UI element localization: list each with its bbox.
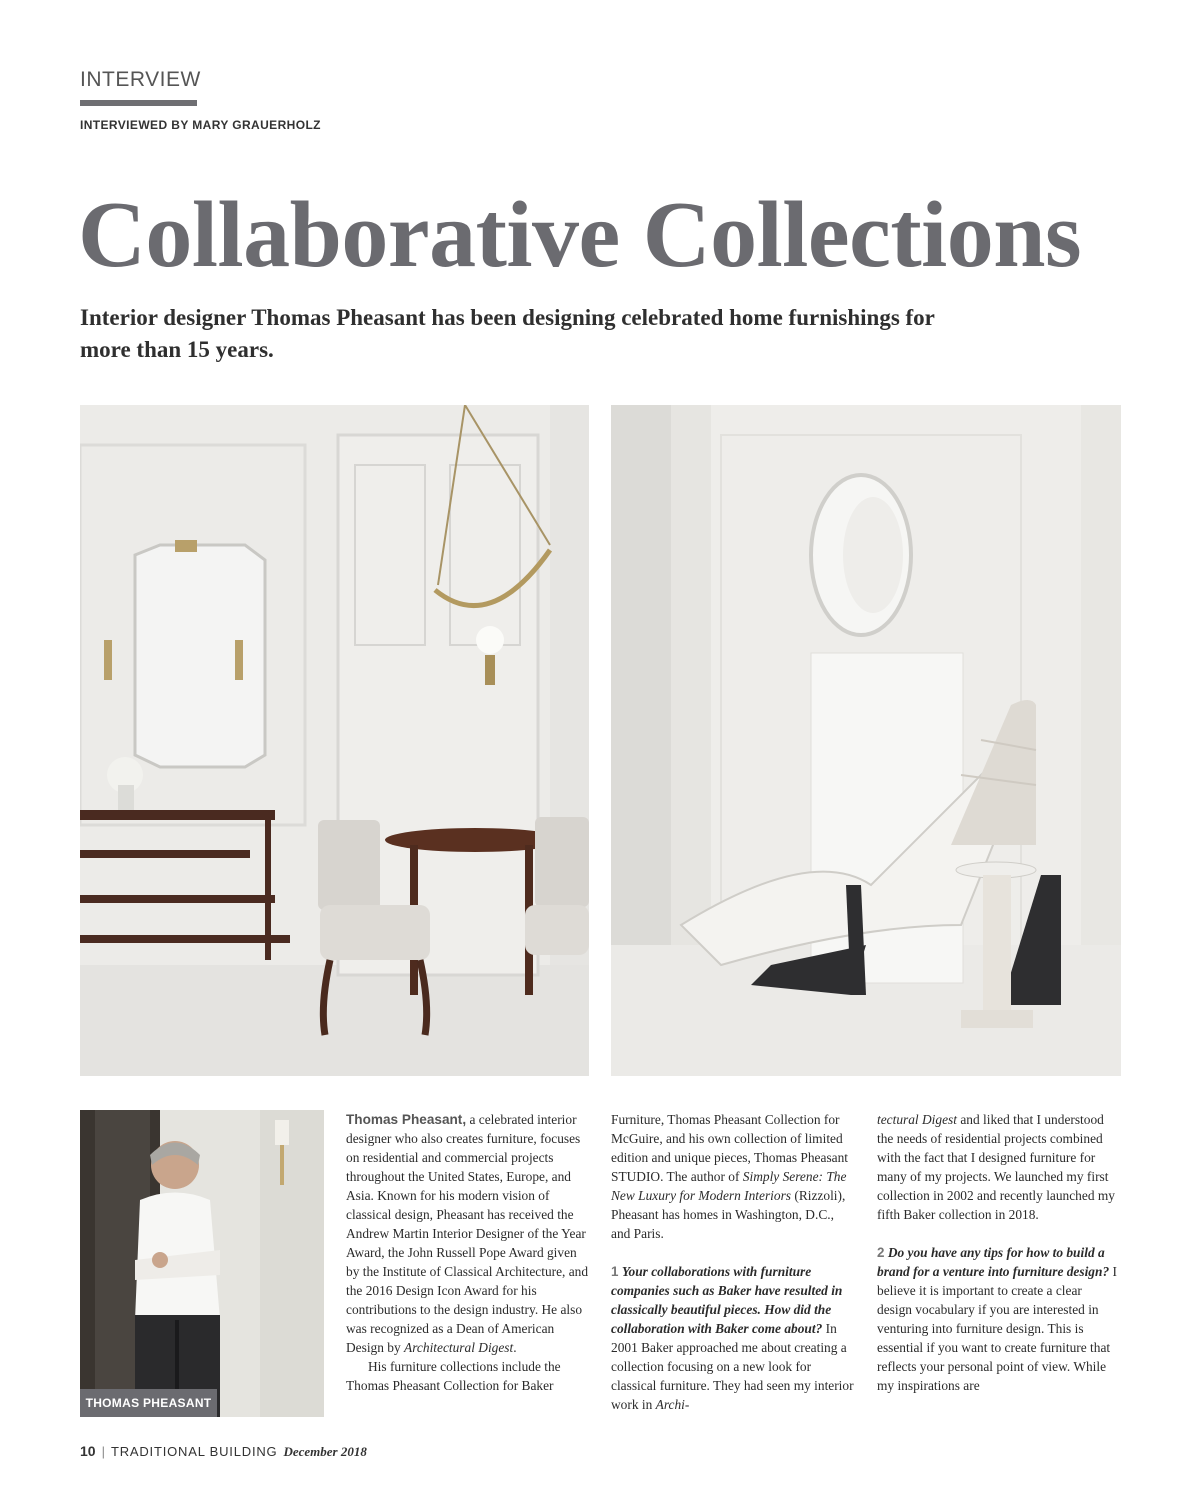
- section-label: INTERVIEW: [80, 68, 201, 91]
- question-2-number: 2: [877, 1245, 885, 1260]
- portrait-caption: THOMAS PHEASANT: [80, 1389, 217, 1417]
- intro-italic: Architectural Digest: [404, 1340, 514, 1355]
- intro-end: .: [513, 1340, 517, 1355]
- author-text-b: (Rizzoli), Pheasant has homes in Washington, D.C., and Paris.: [611, 1188, 846, 1241]
- portrait-photo: [80, 1110, 324, 1417]
- lead-name: Thomas Pheasant,: [346, 1112, 467, 1127]
- publication-name: TRADITIONAL BUILDING: [110, 1444, 278, 1459]
- question-2: [877, 1243, 1120, 1395]
- page-number: 10: [80, 1443, 96, 1459]
- question-2-text: Do you have any tips for how to build a brand for a venture into furniture design?: [877, 1245, 1110, 1279]
- question-1-number: 1: [611, 1264, 619, 1279]
- chaise-sculpture-photo: [611, 405, 1121, 1076]
- question-1: [611, 1262, 854, 1414]
- page-footer: [80, 1443, 367, 1460]
- body-column-2: [611, 1110, 854, 1414]
- answer-1-italic: Archi-: [655, 1397, 690, 1412]
- answer-2-text: I believe it is important to create a clear design vocabulary if you are interested in venturing into furniture design. This is essential if you want to create furniture that reflects your personal point of view. While my inspirations are: [877, 1264, 1117, 1393]
- question-1-text: Your collaborations with furniture companies such as Baker have resulted in classically beautiful pieces. How did the collaboration with Baker come about?: [611, 1264, 843, 1336]
- issue-date: December 2018: [283, 1444, 367, 1459]
- dining-room-photo: [80, 405, 589, 1076]
- answer-1-continued-text: and liked that I understood the needs of residential projects combined with the fact that I designed furniture for many of my projects. We launched my first collection in 2002 and recently launched my fifth Baker collection in 2018.: [877, 1112, 1115, 1222]
- body-column-3: [877, 1110, 1120, 1395]
- byline: INTERVIEWED BY MARY GRAUERHOLZ: [80, 118, 321, 132]
- intro-text: a celebrated interior designer who also creates furniture, focuses on residential and commercial projects throughout the United States, Europe, and Asia. Known for his modern vision of classical design, Pheasant has received the Andrew Martin Interior Designer of the Year Award, the John Russell Pope Award given by the Institute of Classical Architecture, and the 2016 Design Icon Award for his contributions to the design industry. He also was recognized as a Dean of American Design by: [346, 1112, 589, 1355]
- answer-1-text: In 2001 Baker approached me about creating a collection focusing on a new look for classical furniture. They had seen my interior work in: [611, 1321, 854, 1412]
- intro-paragraph: [346, 1110, 589, 1357]
- author-paragraph: [611, 1110, 854, 1243]
- collections-paragraph: His furniture collections include the Thomas Pheasant Collection for Baker: [346, 1359, 561, 1393]
- author-text-a: Furniture, Thomas Pheasant Collection for McGuire, and his own collection of limited edition and unique pieces, Thomas Pheasant STUDIO. The author of: [611, 1112, 849, 1184]
- footer-separator: |: [101, 1444, 105, 1459]
- answer-1-continued-italic: tectural Digest: [877, 1112, 957, 1127]
- section-rule: [80, 100, 197, 106]
- headline: Collaborative Collections: [78, 183, 1082, 287]
- body-column-1: [346, 1110, 589, 1395]
- dek: Interior designer Thomas Pheasant has been designing celebrated home furnishings for more than 15 years.: [80, 305, 935, 362]
- book-title: Simply Serene: The New Luxury for Modern Interiors: [611, 1169, 847, 1203]
- answer-1-continued: [877, 1110, 1120, 1224]
